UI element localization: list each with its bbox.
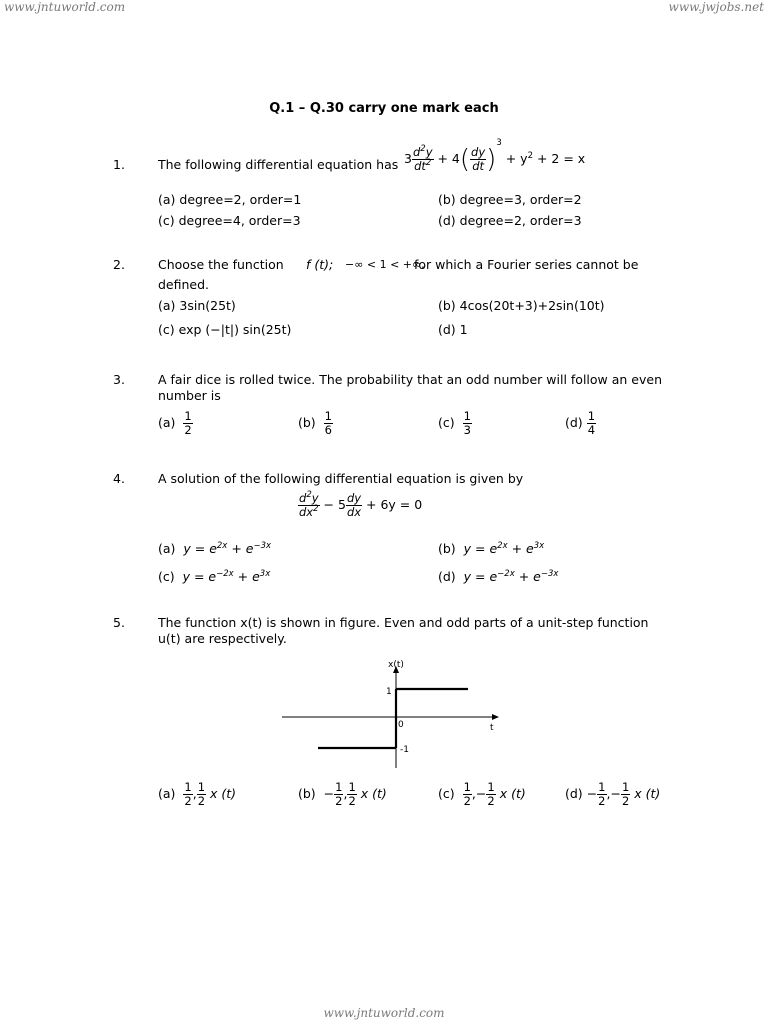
figure-tick-positive: 1 (386, 687, 392, 697)
option-d[interactable]: (d) − $\frac{1}{2}$ ,− $\frac{1}{2}$ x (t) (565, 780, 661, 809)
option-b[interactable]: (b) − $\frac{1}{2}$ , $\frac{1}{2}$ x (t) (298, 780, 387, 809)
option-a[interactable]: (a) $\frac{1}{2}$ (158, 409, 192, 438)
question-text-line-2: u(t) are respectively. (158, 631, 287, 646)
option-d[interactable]: (d) degree=2, order=3 (438, 213, 582, 228)
option-a[interactable]: (a) degree=2, order=1 (158, 192, 302, 207)
option-c[interactable]: (c) $\frac{1}{2}$ ,− $\frac{1}{2}$ x (t) (438, 780, 526, 809)
unit-step-figure (270, 655, 510, 775)
question-text-part-b: for which a Fourier series cannot be (414, 257, 639, 272)
figure-x-label: t (490, 723, 494, 733)
option-b[interactable]: (b) $y = e^{2x} + e^{3x}$ (438, 540, 545, 556)
option-d[interactable]: (d) $y = e^{-2x} + e^{-3x}$ (438, 568, 559, 584)
section-title: Q.1 – Q.30 carry one mark each (269, 101, 499, 116)
option-d[interactable]: (d) $\frac{1}{4}$ (565, 409, 596, 438)
question-text: The following differential equation has (158, 157, 399, 172)
question-number: 4. (113, 471, 125, 486)
question-number: 1. (113, 157, 125, 172)
question-text-line-1: The function x(t) is shown in figure. Even and odd parts of a unit-step function (158, 615, 649, 630)
watermark-top-left[interactable]: www.jntuworld.com (4, 0, 126, 14)
question-4-equation: $\frac{d^2y}{dx^2}$ − 5 $\frac{dy}{dx}$ + 6y = 0 (299, 490, 423, 520)
question-text-line-2: number is (158, 388, 221, 403)
question-text-function: f (t); (306, 257, 334, 272)
question-text-line-1: A fair dice is rolled twice. The probability that an odd number will follow an even (158, 372, 662, 387)
option-b[interactable]: (b) 4cos(20t+3)+2sin(10t) (438, 298, 605, 313)
question-text-part-c: defined. (158, 277, 210, 292)
x-axis-arrow (492, 714, 499, 720)
figure-tick-negative: -1 (400, 745, 409, 755)
option-a[interactable]: (a) $y = e^{2x} + e^{-3x}$ (158, 540, 272, 556)
question-number: 2. (113, 257, 125, 272)
option-b[interactable]: (b) degree=3, order=2 (438, 192, 582, 207)
question-number: 3. (113, 372, 125, 387)
question-text-part-a: Choose the function (158, 257, 284, 272)
question-1-equation: 3 $\frac{d^2y}{dt^2}$ + 4( $\frac{dy}{dt}$ )$^3 + y^2 + 2 = x$ (404, 138, 586, 175)
option-a[interactable]: (a) $\frac{1}{2}$ , $\frac{1}{2}$ x (t) (158, 780, 237, 809)
option-c[interactable]: (c) $\frac{1}{3}$ (438, 409, 471, 438)
question-text-range: −∞ < 1 < +∞, (345, 258, 425, 271)
option-c[interactable]: (c) $y = e^{-2x} + e^{3x}$ (158, 568, 271, 584)
figure-y-label: x(t) (388, 660, 404, 670)
option-c[interactable]: (c) exp (−|t|) sin(25t) (158, 322, 292, 337)
watermark-bottom[interactable]: www.jntuworld.com (323, 1006, 445, 1020)
watermark-top-right[interactable]: www.jwjobs.net (668, 0, 764, 14)
question-text: A solution of the following differential equation is given by (158, 471, 524, 486)
option-a[interactable]: (a) 3sin(25t) (158, 298, 236, 313)
option-d[interactable]: (d) 1 (438, 322, 468, 337)
option-b[interactable]: (b) $\frac{1}{6}$ (298, 409, 332, 438)
figure-origin-label: 0 (398, 720, 404, 730)
question-number: 5. (113, 615, 125, 630)
option-c[interactable]: (c) degree=4, order=3 (158, 213, 301, 228)
